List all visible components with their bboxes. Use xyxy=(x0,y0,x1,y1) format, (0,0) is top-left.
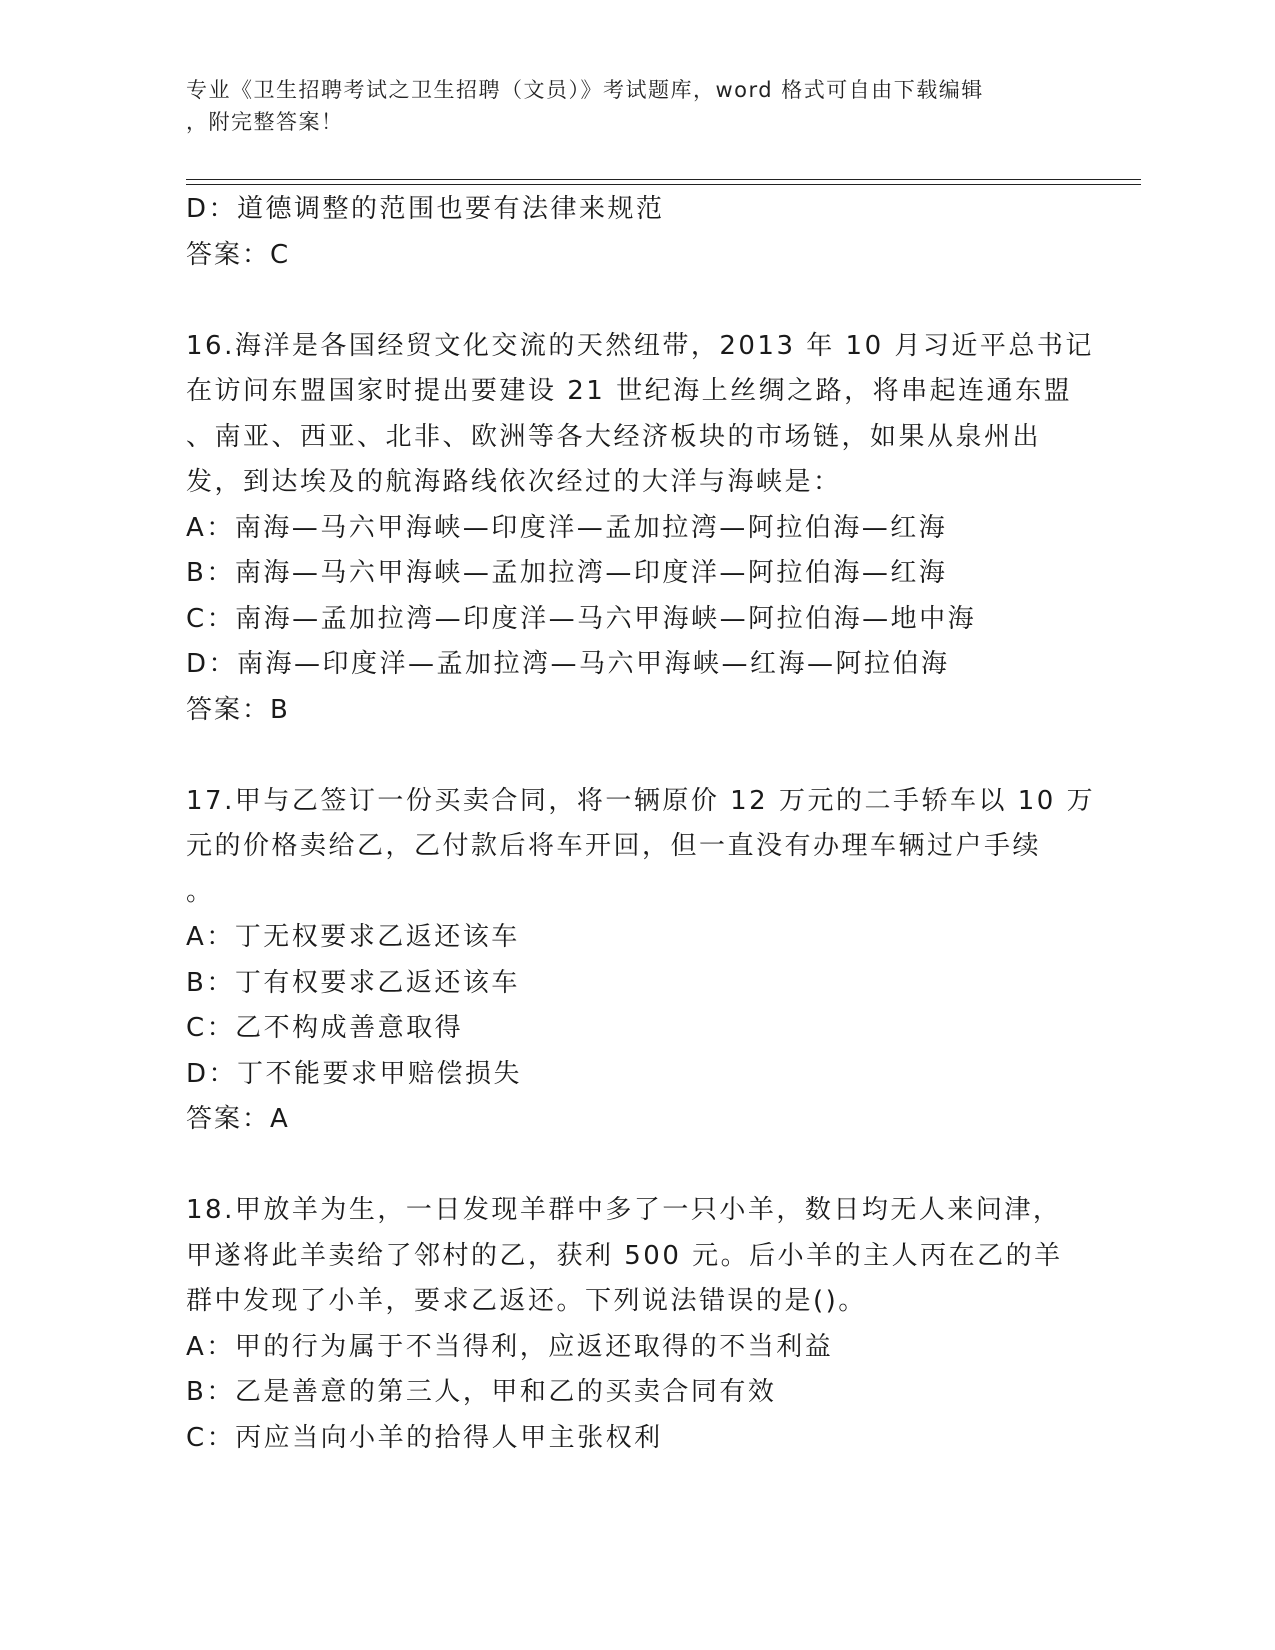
header-line-2: ，附完整答案！ xyxy=(186,110,344,134)
question-text-line: 群中发现了小羊，要求乙返还。下列说法错误的是()。 xyxy=(186,1286,867,1316)
option-b: B：乙是善意的第三人，甲和乙的买卖合同有效 xyxy=(186,1377,777,1407)
prev-question xyxy=(186,187,1086,278)
option-b: B：丁有权要求乙返还该车 xyxy=(186,967,520,998)
question-17 xyxy=(186,779,1096,1143)
question-text-line: 在访问东盟国家时提出要建设 21 世纪海上丝绸之路，将串起连通东盟 xyxy=(186,376,1073,406)
question-text-line: 16.海洋是各国经贸文化交流的天然纽带，2013 年 10 月习近平总书记 xyxy=(186,330,1094,361)
option-c: C：乙不构成善意取得 xyxy=(186,1013,464,1043)
question-text-line: 18.甲放羊为生，一日发现羊群中多了一只小羊，数日均无人来问津， xyxy=(186,1195,1062,1225)
option-b: B：南海—马六甲海峡—孟加拉湾—印度洋—阿拉伯海—红海 xyxy=(186,558,948,588)
option-c: C：南海—孟加拉湾—印度洋—马六甲海峡—阿拉伯海—地中海 xyxy=(186,603,977,634)
option-d: D：道德调整的范围也要有法律来规范 xyxy=(186,194,665,224)
question-text-line: 。 xyxy=(186,876,215,907)
answer: 答案：A xyxy=(186,1104,290,1134)
option-d: D：丁不能要求甲赔偿损失 xyxy=(186,1058,523,1089)
spacer xyxy=(186,278,1086,324)
option-a: A：南海—马六甲海峡—印度洋—孟加拉湾—阿拉伯海—红海 xyxy=(186,512,948,543)
question-18 xyxy=(186,1188,1086,1461)
question-text-line: 17.甲与乙签订一份买卖合同，将一辆原价 12 万元的二手轿车以 10 万 xyxy=(186,785,1096,816)
document-header xyxy=(186,74,1086,138)
answer: 答案：B xyxy=(186,694,290,725)
option-a: A：丁无权要求乙返还该车 xyxy=(186,922,520,952)
question-16 xyxy=(186,324,1094,734)
header-divider-top xyxy=(186,179,1141,180)
document-body xyxy=(186,187,1096,1461)
answer: 答案：C xyxy=(186,239,291,270)
header-line-1: 专业《卫生招聘考试之卫生招聘（文员）》考试题库，word 格式可自由下载编辑 xyxy=(186,78,984,102)
question-text-line: 发，到达埃及的航海路线依次经过的大洋与海峡是： xyxy=(186,467,842,497)
header-divider-bottom xyxy=(186,184,1141,185)
spacer xyxy=(186,1143,1086,1189)
option-d: D：南海—印度洋—孟加拉湾—马六甲海峡—红海—阿拉伯海 xyxy=(186,649,950,679)
option-c: C：丙应当向小羊的拾得人甲主张权利 xyxy=(186,1422,663,1453)
option-a: A：甲的行为属于不当得利，应返还取得的不当利益 xyxy=(186,1331,834,1362)
spacer xyxy=(186,733,1086,779)
question-text-line: 甲遂将此羊卖给了邻村的乙，获利 500 元。后小羊的主人丙在乙的羊 xyxy=(186,1240,1063,1271)
question-text-line: 元的价格卖给乙，乙付款后将车开回，但一直没有办理车辆过户手续 xyxy=(186,831,1042,861)
question-text-line: 、南亚、西亚、北非、欧洲等各大经济板块的市场链，如果从泉州出 xyxy=(186,421,1042,452)
